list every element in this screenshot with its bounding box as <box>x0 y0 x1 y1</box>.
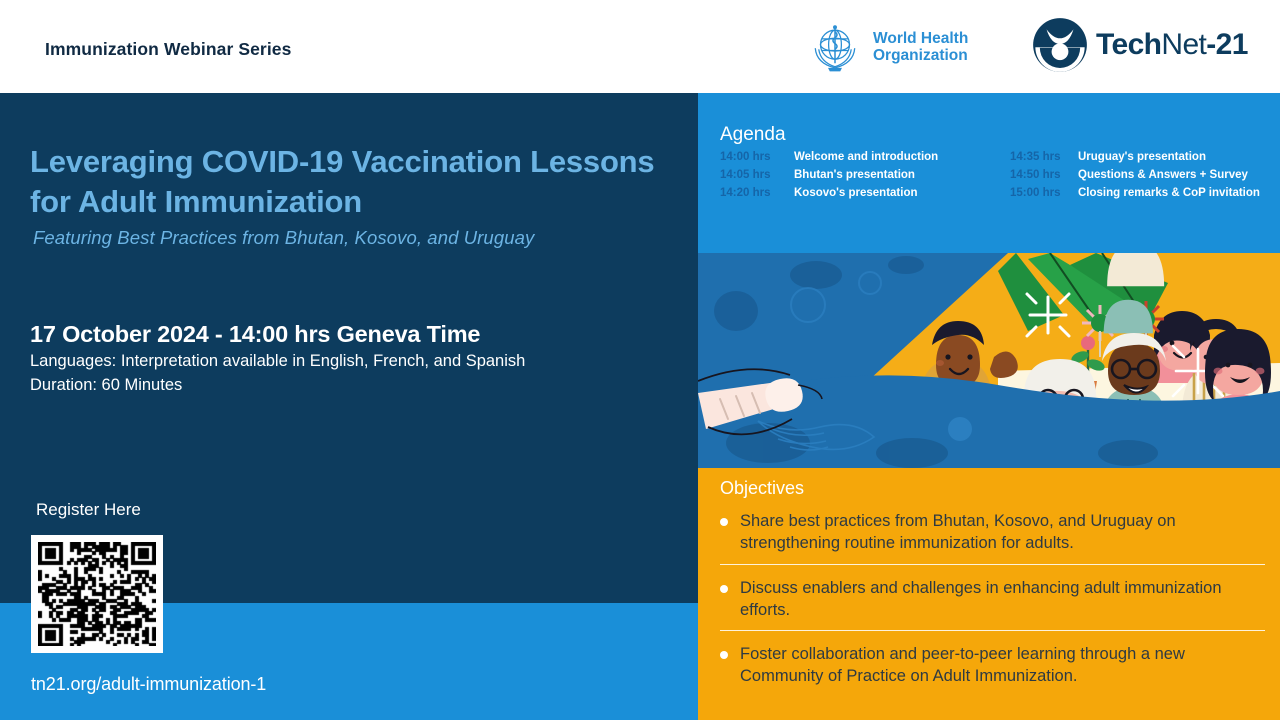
series-title: Immunization Webinar Series <box>45 39 292 59</box>
agenda-item-desc: Kosovo's presentation <box>794 187 918 199</box>
agenda-item-desc: Uruguay's presentation <box>1078 151 1206 163</box>
bullet-icon <box>720 518 728 526</box>
technet-word-21: -21 <box>1206 28 1248 61</box>
page-header <box>0 0 1280 93</box>
objective-separator <box>720 630 1265 631</box>
objective-item <box>720 507 1265 562</box>
objectives-list <box>720 507 1265 695</box>
agenda-item-time: 15:00 hrs <box>1010 187 1061 199</box>
register-here-label: Register Here <box>36 500 141 519</box>
qr-code-image <box>38 542 156 646</box>
agenda-item-desc: Questions & Answers + Survey <box>1078 169 1248 181</box>
technet-mark-icon <box>1032 17 1088 73</box>
objective-item <box>720 640 1265 695</box>
agenda-panel <box>698 93 1280 253</box>
agenda-item-time: 14:00 hrs <box>720 151 771 163</box>
objectives-panel <box>698 468 1280 720</box>
who-emblem-icon <box>806 18 864 76</box>
bullet-icon <box>720 585 728 593</box>
registration-qr-code[interactable] <box>31 535 163 653</box>
technet-logo <box>1032 17 1248 73</box>
registration-url[interactable]: tn21.org/adult-immunization-1 <box>31 674 267 694</box>
who-logo <box>806 18 968 76</box>
agenda-item-desc: Closing remarks & CoP invitation <box>1078 187 1260 199</box>
technet-word-net: Net <box>1161 28 1207 61</box>
webinar-title: Leveraging COVID-19 Vaccination Lessons for Adult Immunization <box>30 144 655 219</box>
agenda-item-time: 14:35 hrs <box>1010 151 1061 163</box>
webinar-subtitle: Featuring Best Practices from Bhutan, Kosovo, and Uruguay <box>33 227 535 248</box>
objective-text: Foster collaboration and peer-to-peer learning through a new Community of Practice on Adult Immunization. <box>740 645 1185 686</box>
technet-logo-text <box>1096 28 1248 62</box>
event-duration: Duration: 60 Minutes <box>30 376 183 394</box>
objectives-heading: Objectives <box>720 478 805 498</box>
who-line-2: Organization <box>873 47 968 64</box>
agenda-heading: Agenda <box>720 124 786 145</box>
illustration-graphic <box>698 253 1280 468</box>
who-line-1: World Health <box>873 29 969 47</box>
agenda-item-time: 14:05 hrs <box>720 169 771 181</box>
objective-text: Discuss enablers and challenges in enhancing adult immunization efforts. <box>740 578 1222 619</box>
agenda-item-time: 14:50 hrs <box>1010 169 1061 181</box>
agenda-item-desc: Welcome and introduction <box>794 151 939 163</box>
objective-separator <box>720 564 1265 565</box>
bullet-icon <box>720 651 728 659</box>
adult-immunization-illustration <box>698 253 1280 468</box>
event-languages: Languages: Interpretation available in English, French, and Spanish <box>30 352 526 370</box>
agenda-grid <box>720 151 1268 199</box>
objective-text: Share best practices from Bhutan, Kosovo, and Uruguay on strengthening routine immunization for adults. <box>740 512 1176 553</box>
who-logo-text <box>873 30 968 65</box>
objective-item <box>720 574 1265 629</box>
technet-word-tech: Tech <box>1096 28 1162 61</box>
left-panel <box>0 93 698 720</box>
agenda-item-time: 14:20 hrs <box>720 187 771 199</box>
event-datetime: 17 October 2024 - 14:00 hrs Geneva Time <box>30 321 481 347</box>
agenda-item-desc: Bhutan's presentation <box>794 169 915 181</box>
